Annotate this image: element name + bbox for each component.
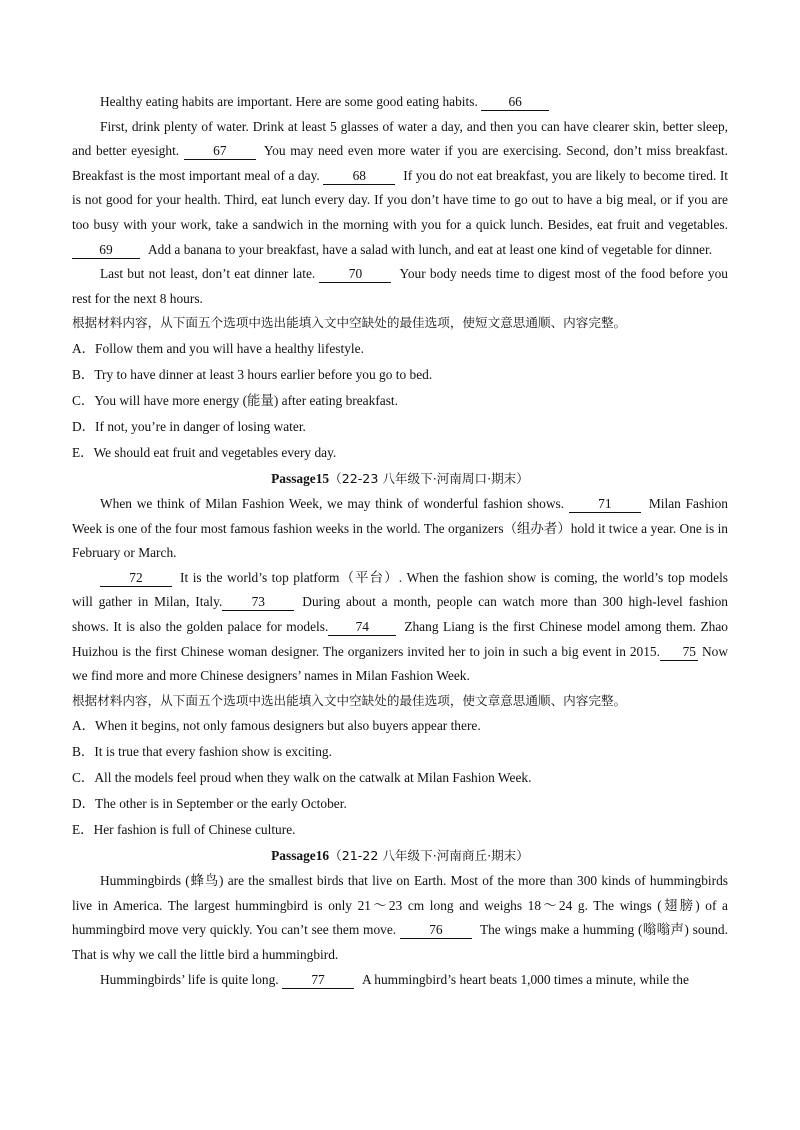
text: Milan Fashion Week is one of the four most famous fashion weeks in the world. The organizers（组办者）hold it twice a year. One is in February or March. [72, 495, 728, 561]
text: Add a banana to your breakfast, have a salad with lunch, and eat at least one kind of vegetable for dinner. [148, 241, 713, 257]
paragraph [72, 90, 728, 115]
blank-67[interactable]: 67 [184, 143, 256, 160]
blank-69[interactable]: 69 [72, 242, 140, 259]
paragraph [72, 869, 728, 967]
passage-heading [72, 466, 728, 492]
blank-70[interactable]: 70 [319, 266, 391, 283]
blank-75[interactable]: 75 [660, 644, 698, 661]
text: Zhang Liang is the first Chinese model among them. Zhao Huizhou is the first Chinese woman designer. The organizers invited her to join in such a big event in 2015. [72, 618, 728, 659]
blank-71[interactable]: 71 [569, 496, 641, 513]
passage-title: Passage15 [271, 470, 330, 486]
text: First, drink plenty of water. Drink at least 5 glasses of water a day, and then you can have clearer skin, better sleep, and better eyesight. [72, 118, 728, 159]
blank-72[interactable]: 72 [100, 570, 172, 587]
blank-74[interactable]: 74 [328, 619, 396, 636]
text: It is the world’s top platform（平台）. When the fashion show is coming, the world’s top models will gather in Milan, Italy. [72, 569, 728, 610]
option-c: C．You will have more energy (能量) after eating breakfast. [72, 392, 398, 408]
text: Last but not least, don’t eat dinner late. [100, 266, 316, 282]
document-page [72, 90, 728, 992]
option-a: A．When it begins, not only famous designers but also buyers appear there. [72, 718, 481, 734]
text: Healthy eating habits are important. Here are some good eating habits. [100, 94, 478, 109]
text: When we think of Milan Fashion Week, we may think of wonderful fashion shows. [100, 495, 565, 511]
paragraph [72, 262, 728, 311]
option-d: D．The other is in September or the early October. [72, 796, 347, 812]
blank-68[interactable]: 68 [323, 168, 395, 185]
text: During about a month, people can watch more than 300 high-level fashion shows. It is also the golden palace for models. [72, 594, 728, 634]
passage-title: Passage16 [271, 848, 330, 864]
passage-heading [72, 843, 728, 869]
instruction-text: 根据材料内容，从下面五个选项中选出能填入文中空缺处的最佳选项，使短文意思通顺、内容完整。 [72, 315, 627, 331]
text: If you do not eat breakfast, you are likely to become tired. It is not good for your health. Third, eat lunch every day. If you don’t have time to go out to have a big meal, or if you are too busy with your work, take a sandwich in the morning with you for a quick lunch. Besides, eat fruit and vegetables. [72, 167, 728, 232]
option-b: B．Try to have dinner at least 3 hours earlier before you go to bed. [72, 366, 433, 382]
option-c: C．All the models feel proud when they walk on the catwalk at Milan Fashion Week. [72, 770, 532, 786]
blank-66[interactable]: 66 [481, 94, 549, 111]
option-e: E．Her fashion is full of Chinese culture. [72, 822, 296, 838]
option-a: A．Follow them and you will have a healthy lifestyle. [72, 340, 364, 356]
text: Your body needs time to digest most of the food before you rest for the next 8 hours. [72, 266, 728, 306]
option-d: D．If not, you’re in danger of losing water. [72, 418, 306, 434]
option-b: B．It is true that every fashion show is exciting. [72, 744, 332, 760]
option-e: E．We should eat fruit and vegetables every day. [72, 444, 337, 460]
text: Now we find more and more Chinese designers’ names in Milan Fashion Week. [72, 643, 728, 684]
text: Hummingbirds (蜂鸟) are the smallest birds that live on Earth. Most of the more than 300 kinds of hummingbirds live in America. The largest hummingbird is only 21～23 cm long and weighs 18～24 g. The wings (翅膀) of a hummingbird move very quickly. You can’t see them move. [72, 873, 728, 938]
paragraph [72, 492, 728, 566]
text: A hummingbird’s heart beats 1,000 times a minute, while the [362, 971, 689, 987]
text: You may need even more water if you are exercising. Second, don’t miss breakfast. Breakfast is the most important meal of a day. [72, 143, 728, 183]
blank-73[interactable]: 73 [222, 594, 294, 611]
paragraph [72, 115, 728, 263]
instruction-text: 根据材料内容，从下面五个选项中选出能填入文中空缺处的最佳选项，使文章意思通顺、内容完整。 [72, 692, 627, 708]
blank-77[interactable]: 77 [282, 972, 354, 989]
text: Hummingbirds’ life is quite long. [100, 971, 279, 987]
text: The wings make a humming (嗡嗡声) sound. That is why we call the little bird a hummingbird. [72, 922, 728, 963]
passage-source: （21-22 八年级下·河南商丘·期末） [329, 848, 529, 864]
passage-source: （22-23 八年级下·河南周口·期末） [329, 470, 529, 486]
paragraph [72, 968, 728, 993]
blank-76[interactable]: 76 [400, 922, 472, 939]
paragraph [72, 566, 728, 689]
